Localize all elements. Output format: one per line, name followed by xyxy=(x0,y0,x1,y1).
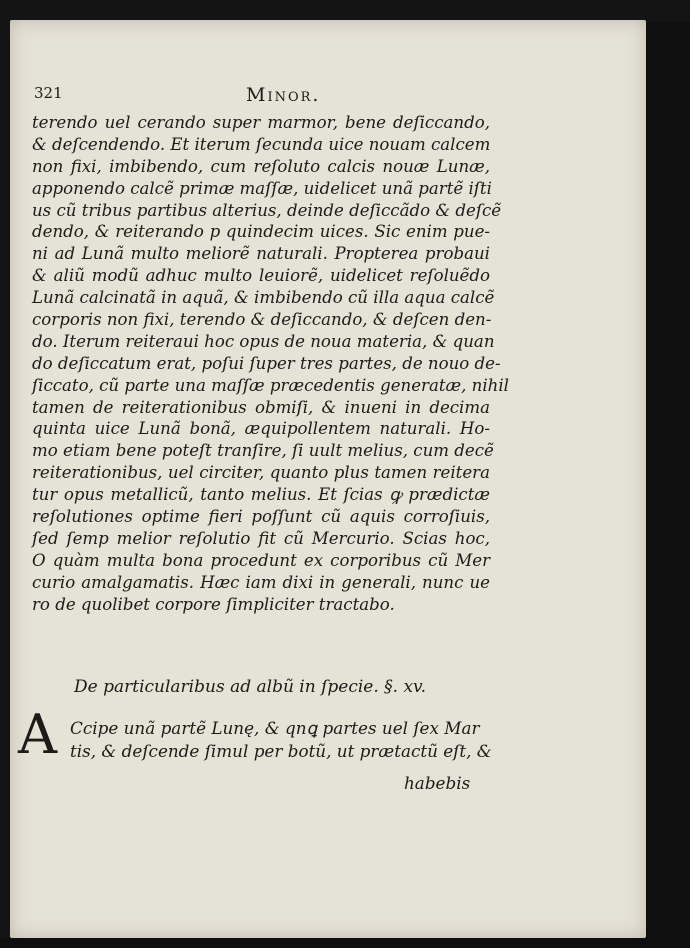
section-paragraph xyxy=(70,717,492,763)
text-line: & deſcendendo. Et iterum ſecunda uice nouam calcem xyxy=(32,134,491,154)
text-line: tis, & deſcende ſimul per botũ, ut prætactũ eſt, & xyxy=(70,741,492,761)
text-line: & aliũ modũ adhuc multo leuiorẽ, uidelicet reſoluẽdo xyxy=(32,266,490,286)
text-line: do deſiccatum erat, poſui ſuper tres partes, de nouo de- xyxy=(32,353,501,373)
section-heading: De particularibus ad albũ in ſpecie. §. xv. xyxy=(74,677,427,697)
text-line: terendo uel cerando super marmor, bene deſiccando, xyxy=(32,113,490,132)
text-line: ni ad Lunã multo meliorẽ naturali. Propterea probaui xyxy=(32,244,490,264)
text-line: reiterationibus, uel circiter, quanto plus tamen reitera xyxy=(32,463,490,483)
running-head: Minor. xyxy=(246,84,321,106)
scan-background-edge-bottom xyxy=(0,938,690,948)
text-line: tamen de reiterationibus obmiſi, & inueni in decima xyxy=(32,397,490,417)
text-line: us cũ tribus partibus alterius, deinde deſiccãdo & deſcẽ xyxy=(32,200,502,220)
text-line: tur opus metallicũ, tanto melius. Et ſcias ꝙ prædictæ xyxy=(32,485,490,505)
text-line: reſolutiones optime fieri poſſunt cũ aquis corroſiuis, xyxy=(32,507,490,527)
text-line: apponendo calcẽ primæ maſſæ, uidelicet unã partẽ iſti xyxy=(32,178,492,198)
text-line: Ccipe unã partẽ Lunę, & qnꝗ partes uel ſex Mar xyxy=(70,718,480,738)
text-line: ſiccato, cũ parte una maſſæ præcedentis generatæ, nihil xyxy=(32,375,509,395)
text-line: corporis non fixi, terendo & deſiccando, & deſcen den- xyxy=(32,310,492,330)
text-line: Lunã calcinatã in aquã, & imbibendo cũ illa aqua calcẽ xyxy=(32,288,495,308)
text-line: curio amalgamatis. Hæc iam dixi in generali, nunc ue xyxy=(32,572,490,592)
text-line: ſed ſemp melior reſolutio fit cũ Mercurio. Scias hoc, xyxy=(32,528,490,548)
text-line: O quàm multa bona procedunt ex corporibus cũ Mer xyxy=(32,550,490,570)
catchword: habebis xyxy=(404,773,471,793)
text-line: quinta uice Lunã bonã, æquipollentem naturali. Ho- xyxy=(32,419,490,439)
text-line: do. Iterum reiteraui hoc opus de noua materia, & quan xyxy=(32,331,495,351)
main-paragraph xyxy=(32,112,509,615)
text-line: dendo, & reiterando p quindecim uices. Sic enim pue- xyxy=(32,222,490,242)
page-number: 321 xyxy=(34,84,63,102)
scan-background-edge xyxy=(646,22,690,948)
drop-cap-initial: A xyxy=(18,703,57,766)
text-line: ro de quolibet corpore ſimpliciter tractabo. xyxy=(32,594,395,614)
text-line: non fixi, imbibendo, cum reſoluto calcis nouæ Lunæ, xyxy=(32,156,490,176)
text-line: mo etiam bene poteſt tranſire, ſi uult melius, cum decẽ xyxy=(32,441,494,461)
